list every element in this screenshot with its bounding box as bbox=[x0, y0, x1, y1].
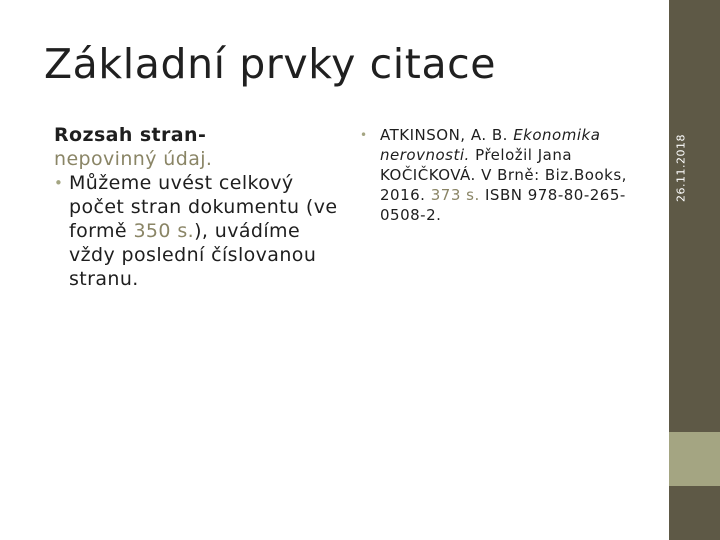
range-heading-line bbox=[54, 123, 344, 147]
bullet-icon: • bbox=[360, 128, 368, 142]
slide-date: 26.11.2018 bbox=[674, 134, 688, 202]
citation-book-title: Ekonomika nerovnosti. bbox=[380, 126, 601, 164]
citation-isbn: ISBN 978-80-265-0508-2. bbox=[380, 186, 626, 224]
sidebar-accent-block bbox=[669, 432, 720, 486]
heading-dash: - bbox=[197, 124, 207, 146]
range-heading: Rozsah stran bbox=[54, 124, 198, 146]
citation-example bbox=[360, 125, 650, 225]
citation-publisher: V Brně: Biz.Books, 2016. bbox=[380, 166, 627, 204]
slide-title: Základní prvky citace bbox=[44, 40, 497, 88]
page-count-example: 350 s. bbox=[133, 220, 195, 242]
optional-note: nepovinný údaj. bbox=[54, 148, 213, 170]
citation-author: ATKINSON, A. B. bbox=[380, 126, 508, 144]
citation-pages: 373 s. bbox=[430, 186, 480, 204]
bullet-text-before: Můžeme uvést celkový počet stran dokumentu (ve formě bbox=[69, 172, 338, 242]
bullet-text-after: ), uvádíme vždy poslední číslovanou stranu. bbox=[69, 220, 317, 290]
left-bullet-item bbox=[54, 171, 344, 291]
citation-entry bbox=[360, 125, 650, 225]
citation-translator: Přeložil Jana KOČIČKOVÁ. bbox=[380, 146, 573, 184]
date-container bbox=[668, 0, 694, 240]
left-content bbox=[54, 123, 344, 291]
bullet-icon: • bbox=[54, 174, 64, 192]
